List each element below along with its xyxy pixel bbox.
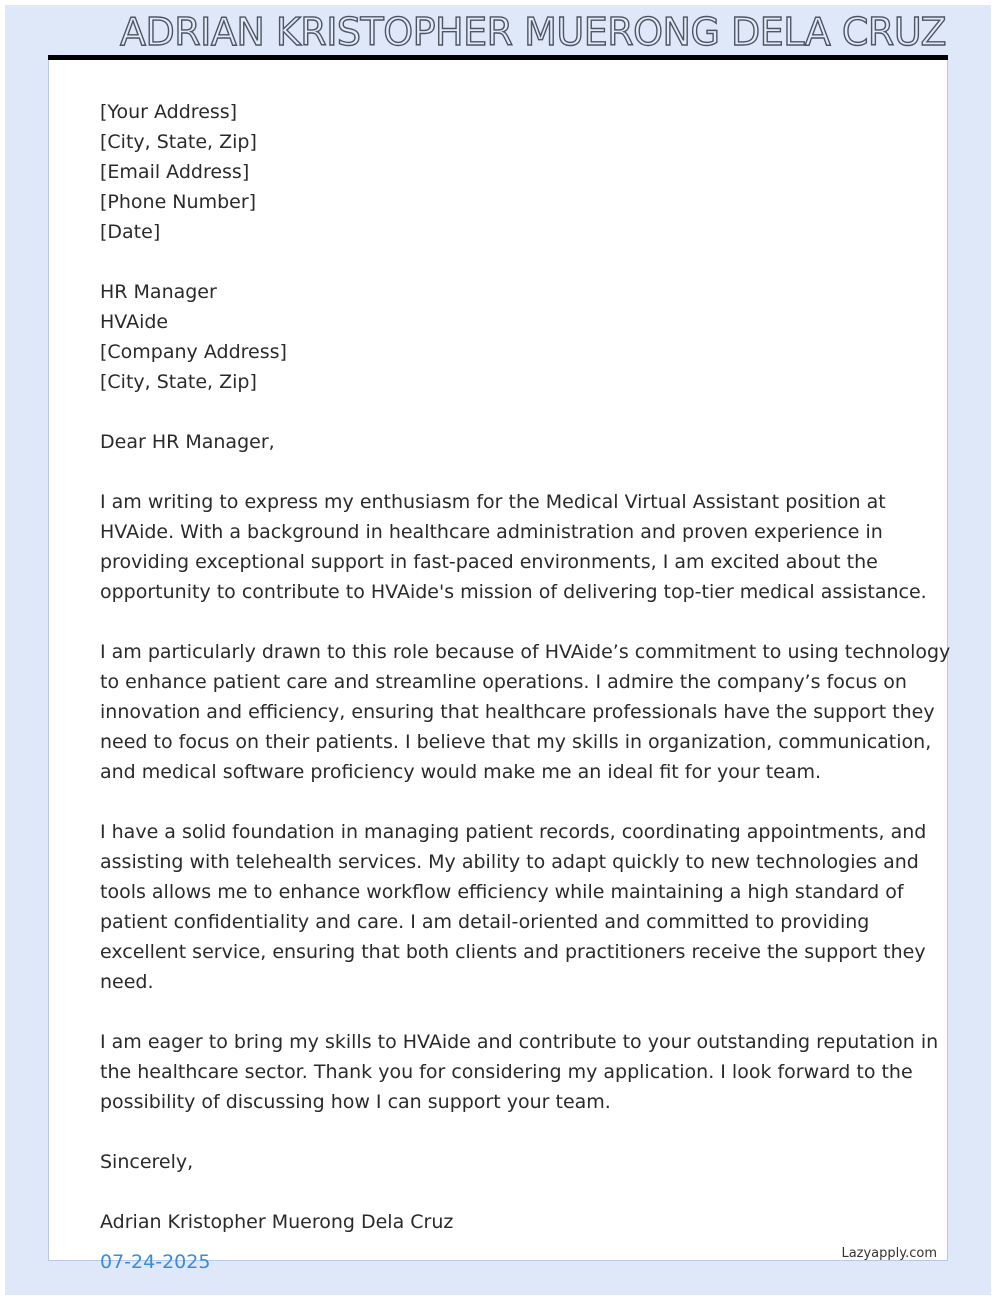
recipient-address: [Company Address]: [100, 341, 287, 363]
paragraph-line: I am eager to bring my skills to HVAide and contribute to your outstanding reputation in: [100, 1031, 939, 1053]
paragraph-line: innovation and efficiency, ensuring that healthcare professionals have the support they: [100, 701, 935, 723]
paragraph-line: I am particularly drawn to this role because of HVAide’s commitment to using technology: [100, 641, 951, 663]
closing: Sincerely,: [100, 1151, 194, 1173]
recipient-city-state-zip: [City, State, Zip]: [100, 371, 257, 393]
salutation: Dear HR Manager,: [100, 431, 275, 453]
paragraph-line: need to focus on their patients. I believe that my skills in organization, communication,: [100, 731, 932, 753]
footer-date: 07-24-2025: [100, 1251, 211, 1273]
paragraph-motivation: [100, 637, 951, 787]
paragraph-line: and medical software proficiency would make me an ideal fit for your team.: [100, 761, 822, 783]
paragraph-line: I am writing to express my enthusiasm for the Medical Virtual Assistant position at: [100, 491, 886, 513]
paragraph-line: the healthcare sector. Thank you for considering my application. I look forward to the: [100, 1061, 913, 1083]
signature-name: Adrian Kristopher Muerong Dela Cruz: [100, 1211, 454, 1233]
paragraph-line: patient confidentiality and care. I am detail-oriented and committed to providing: [100, 911, 870, 933]
paragraph-intro: [100, 487, 927, 607]
paragraph-closing: [100, 1027, 939, 1117]
recipient-block: [100, 277, 900, 397]
paragraph-line: possibility of discussing how I can support your team.: [100, 1091, 611, 1113]
paragraph-line: excellent service, ensuring that both clients and practitioners receive the support they: [100, 941, 926, 963]
lazyapply-watermark: Lazyapply.com: [841, 1246, 937, 1261]
cover-letter-body: [100, 97, 951, 1237]
sender-date: [Date]: [100, 221, 161, 243]
paragraph-line: assisting with telehealth services. My ability to adapt quickly to new technologies and: [100, 851, 919, 873]
sender-phone: [Phone Number]: [100, 191, 257, 213]
paragraph-line: to enhance patient care and streamline operations. I admire the company’s focus on: [100, 671, 907, 693]
paragraph-experience: [100, 817, 927, 997]
paragraph-line: I have a solid foundation in managing patient records, coordinating appointments, and: [100, 821, 927, 843]
recipient-title: HR Manager: [100, 281, 217, 303]
paragraph-line: need.: [100, 971, 154, 993]
sender-city-state-zip: [City, State, Zip]: [100, 131, 257, 153]
sender-email: [Email Address]: [100, 161, 250, 183]
sender-address: [Your Address]: [100, 101, 238, 123]
applicant-name-header: ADRIAN KRISTOPHER MUERONG DELA CRUZ: [120, 10, 946, 54]
sender-block: [100, 97, 900, 247]
paragraph-line: opportunity to contribute to HVAide's mission of delivering top-tier medical assistance.: [100, 581, 927, 603]
paragraph-line: HVAide. With a background in healthcare administration and proven experience in: [100, 521, 883, 543]
paragraph-line: tools allows me to enhance workflow efficiency while maintaining a high standard of: [100, 881, 904, 903]
paragraph-line: providing exceptional support in fast-paced environments, I am excited about the: [100, 551, 878, 573]
recipient-company: HVAide: [100, 311, 169, 333]
